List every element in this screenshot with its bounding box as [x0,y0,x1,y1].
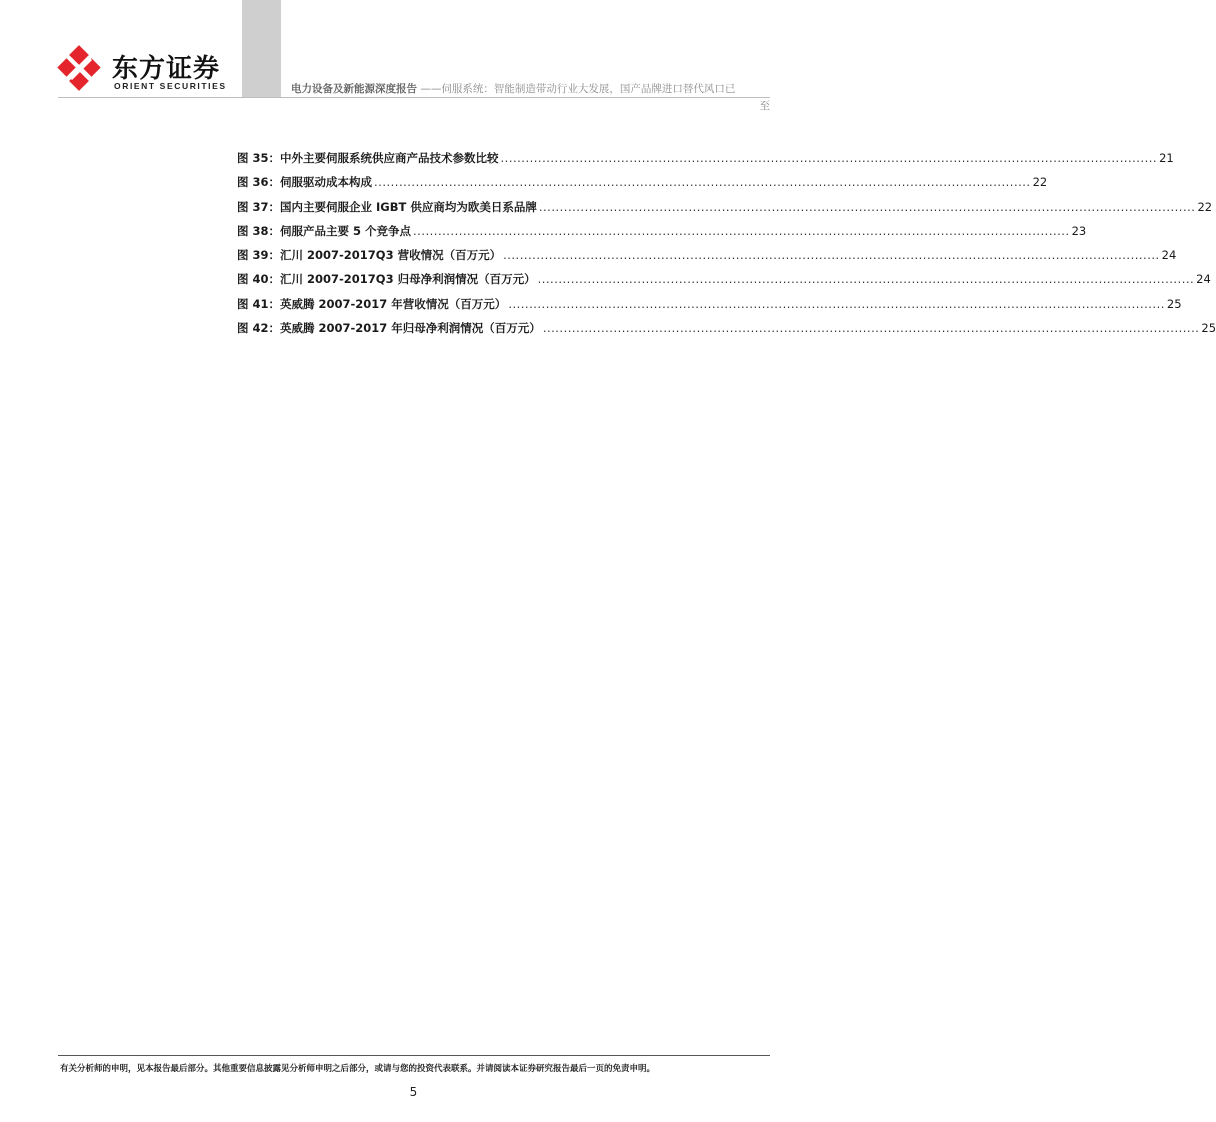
toc-entry-title: 伺服驱动成本构成 [280,175,373,190]
report-category: 电力设备及新能源深度报告 [291,83,417,95]
toc-entry-title: 伺服产品主要 5 个竞争点 [280,223,412,238]
toc-leader-dots: .............................................................................................................................................................. [538,199,1196,214]
toc-entry[interactable] [237,199,1213,223]
toc-leader-dots: .............................................................................................................................................................. [503,248,1160,263]
toc-entry-page: 22 [1032,175,1048,190]
toc-entry-label: 图 35： [237,151,281,165]
toc-entry-label: 图 37： [237,199,281,214]
toc-entry-page: 25 [1201,321,1216,336]
toc-entry[interactable] [237,247,1177,271]
toc-entry-title: 中外主要伺服系统供应商产品技术参数比较 [280,151,499,165]
logo-english-text: ORIENT SECURITIES [114,81,227,91]
toc-entry[interactable] [237,271,1211,295]
toc-leader-dots: .............................................................................................................................................................. [508,296,1165,311]
toc-entry[interactable] [237,174,1048,198]
figure-index-list [237,150,1216,344]
toc-entry-page: 23 [1071,223,1087,238]
footer-disclaimer: 有关分析师的申明，见本报告最后部分。其他重要信息披露见分析师申明之后部分，或请与您的投资代表联系。并请阅读本证券研究报告最后一页的免责申明。 [60,1064,656,1074]
toc-entry-label: 图 41： [237,296,281,311]
toc-entry-label: 图 39： [237,248,281,263]
toc-leader-dots: .............................................................................................................................................................. [374,175,1031,190]
toc-entry-title: 汇川 2007-2017Q3 归母净利润情况（百万元） [280,272,536,287]
toc-entry-page: 24 [1161,248,1177,263]
company-logo [58,46,228,94]
toc-entry[interactable] [237,150,1174,174]
toc-leader-dots: .............................................................................................................................................................. [500,151,1158,165]
logo-chinese-text: 东方证券 [112,54,221,84]
toc-entry-page: 25 [1166,296,1182,311]
report-title: ——伺服系统：智能制造带动行业大发展，国产品牌进口替代风口已 [420,83,736,95]
toc-entry[interactable] [237,320,1216,344]
toc-leader-dots: .............................................................................................................................................................. [537,272,1195,287]
toc-entry-label: 图 40： [237,272,281,287]
toc-entry-title: 国内主要伺服企业 IGBT 供应商均为欧美日系品牌 [280,199,537,214]
toc-leader-dots: .............................................................................................................................................................. [413,223,1070,238]
toc-entry-label: 图 42： [237,321,281,336]
page-number: 5 [409,1085,418,1099]
toc-entry-title: 汇川 2007-2017Q3 营收情况（百万元） [280,248,502,263]
toc-entry-label: 图 38： [237,223,281,238]
toc-leader-dots: .............................................................................................................................................................. [542,321,1200,336]
header-gray-tab [242,0,281,97]
report-title-wrap: 至 [759,100,770,112]
toc-entry[interactable] [237,223,1087,247]
header-divider [58,97,770,98]
footer-divider [58,1055,770,1056]
toc-entry-page: 22 [1197,199,1213,214]
report-header [291,82,769,97]
toc-entry-page: 24 [1196,272,1211,287]
toc-entry-page: 21 [1159,151,1174,165]
toc-entry-label: 图 36： [237,175,281,190]
toc-entry-title: 英威腾 2007-2017 年归母净利润情况（百万元） [280,321,541,336]
orient-logo-icon [58,46,104,92]
toc-entry[interactable] [237,296,1182,320]
toc-entry-title: 英威腾 2007-2017 年营收情况（百万元） [280,296,507,311]
